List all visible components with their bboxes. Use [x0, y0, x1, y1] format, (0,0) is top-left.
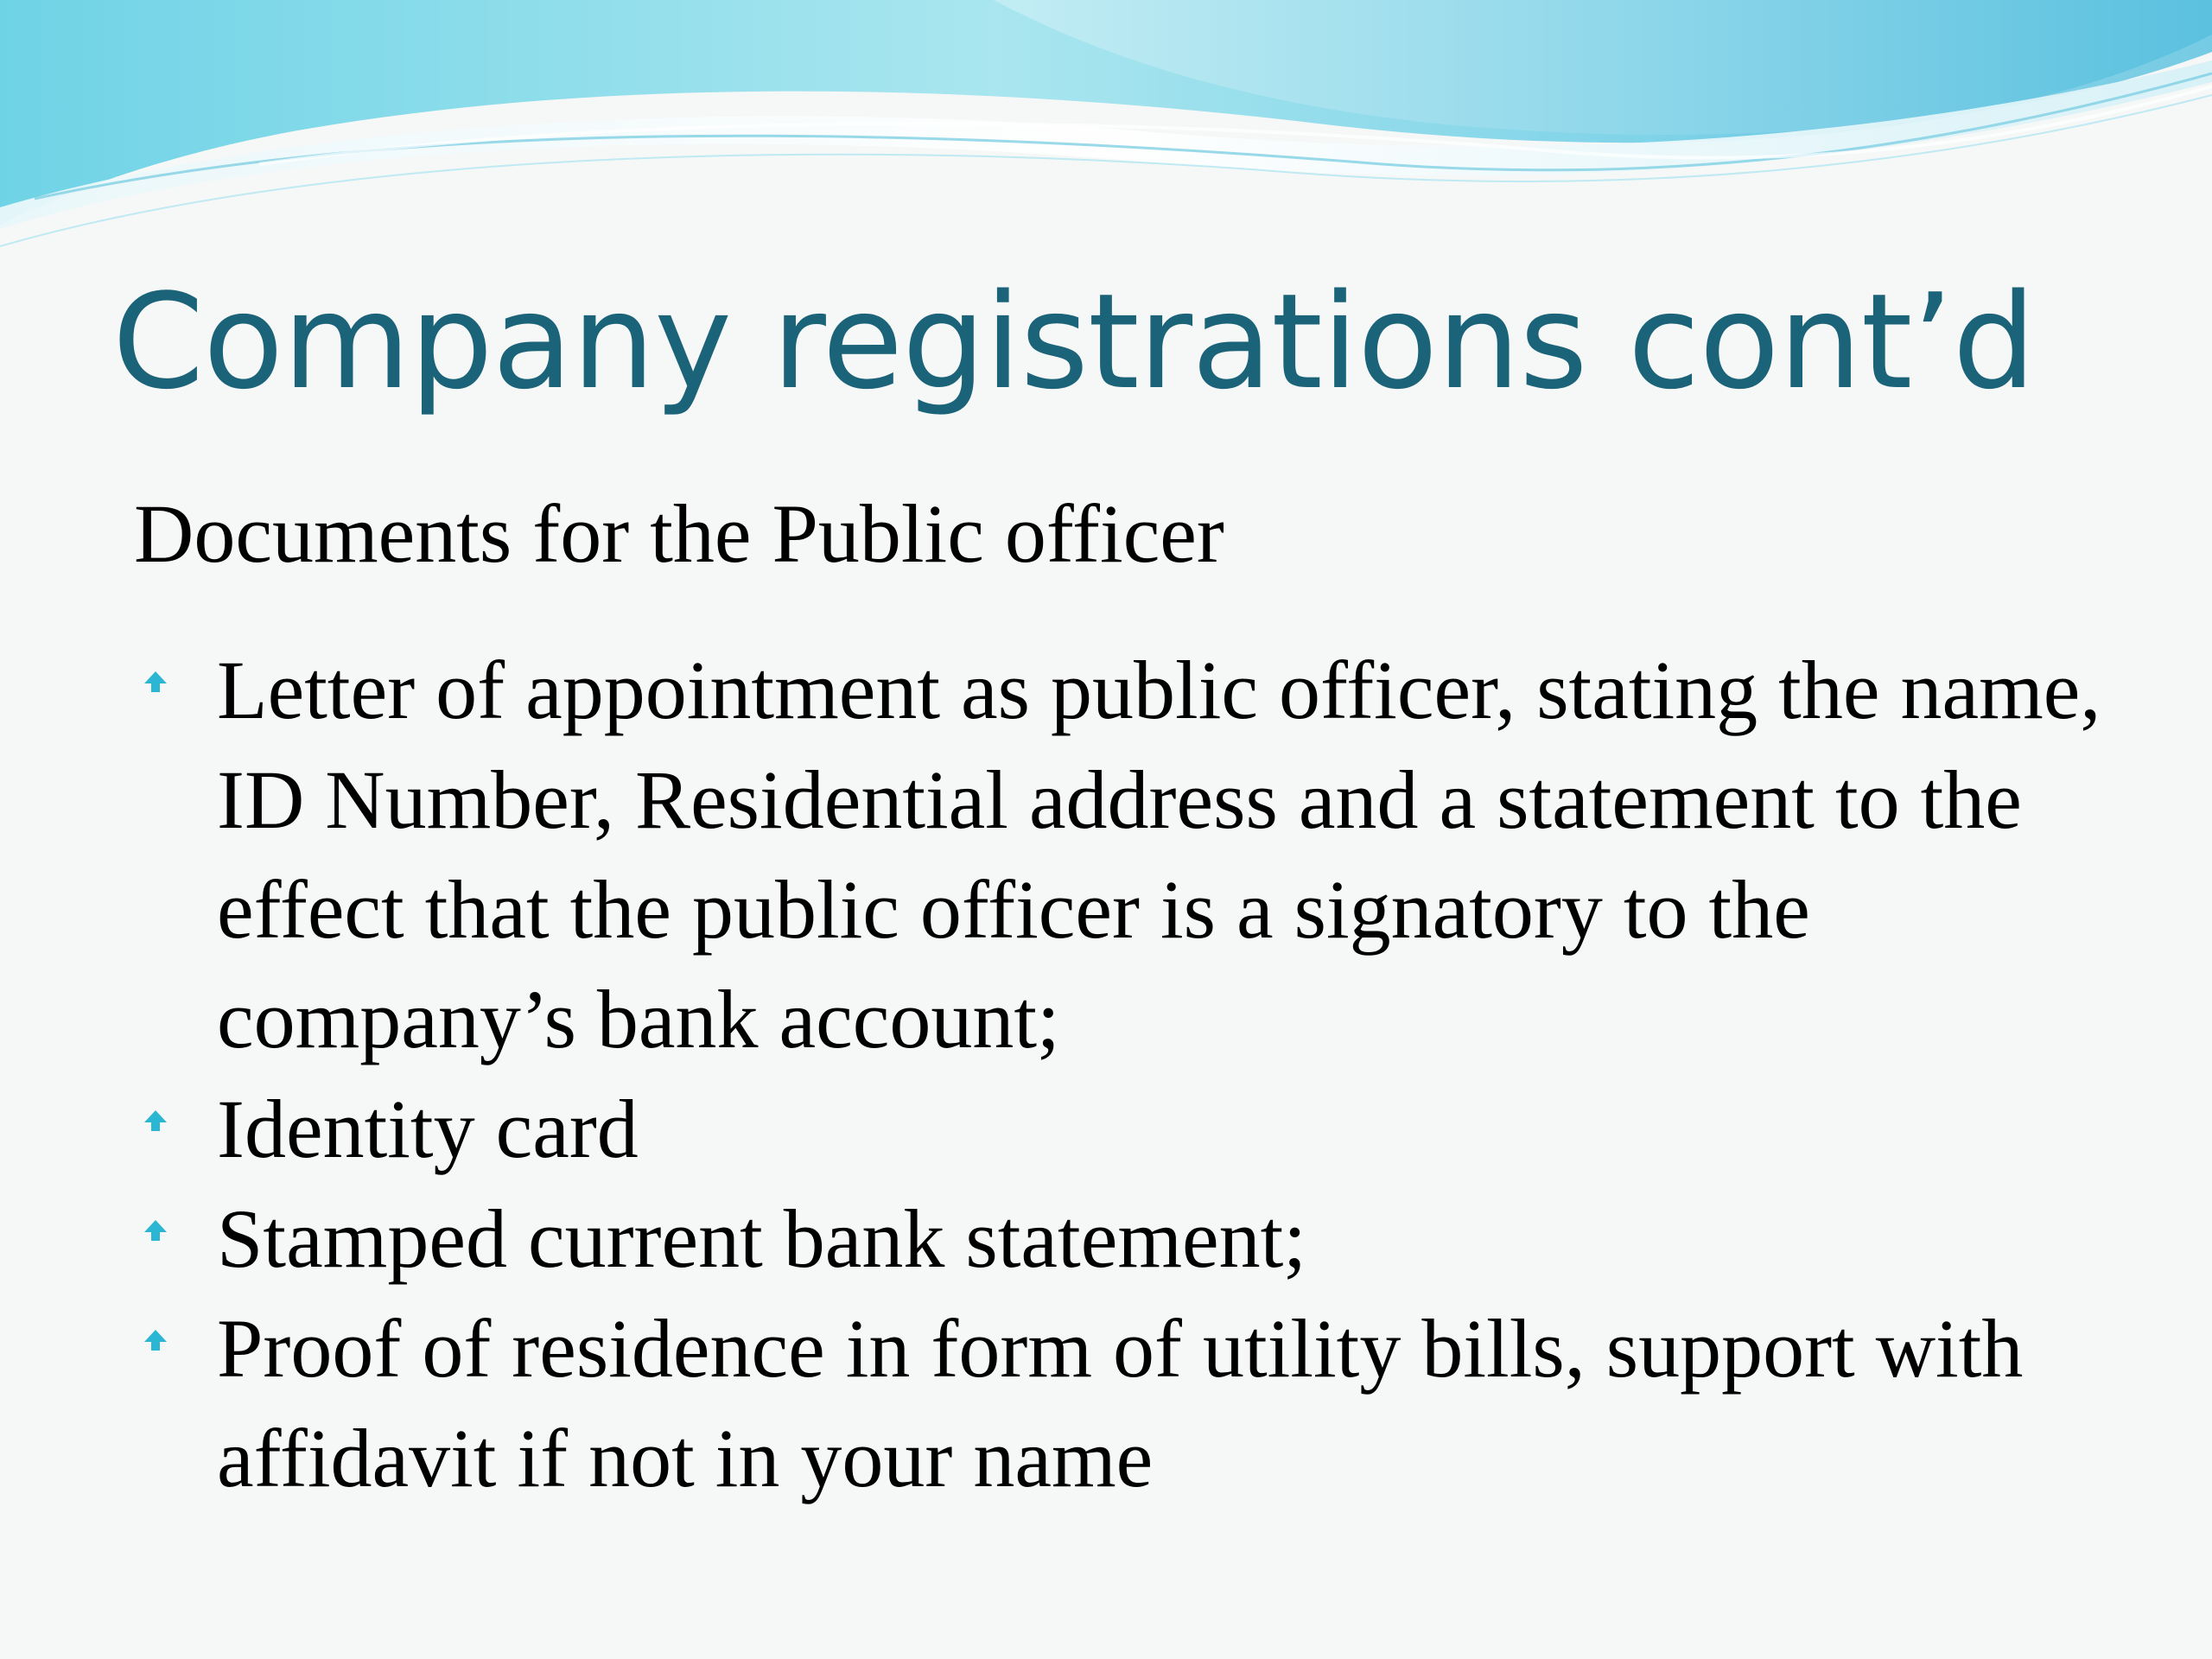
bullet-item-identity-card — [134, 1074, 2121, 1184]
bullet-item-appointment-letter — [134, 635, 2121, 1074]
bullet-list — [134, 635, 2121, 1513]
arrow-up-bullet-icon — [143, 1218, 168, 1249]
arrow-up-bullet-icon — [143, 1109, 168, 1140]
bullet-text: Identity card — [217, 1083, 639, 1175]
arrow-up-bullet-icon — [143, 1328, 168, 1359]
bullet-item-proof-of-residence — [134, 1294, 2121, 1513]
slide-subtitle: Documents for the Public officer — [134, 487, 1224, 580]
bullet-item-bank-statement — [134, 1184, 2121, 1294]
bullet-text: Stamped current bank statement; — [217, 1192, 1306, 1285]
bullet-text: Proof of residence in form of utility bills, support with affidavit if not in your name — [217, 1302, 2024, 1504]
arrow-up-bullet-icon — [143, 670, 168, 701]
slide-title: Company registrations cont’d — [112, 265, 2036, 418]
decorative-wave-header — [0, 0, 2212, 276]
bullet-text: Letter of appointment as public officer, stating the name, ID Number, Residential address and a statement to the effect that the public officer is a signatory to the company’s bank account; — [217, 644, 2101, 1065]
